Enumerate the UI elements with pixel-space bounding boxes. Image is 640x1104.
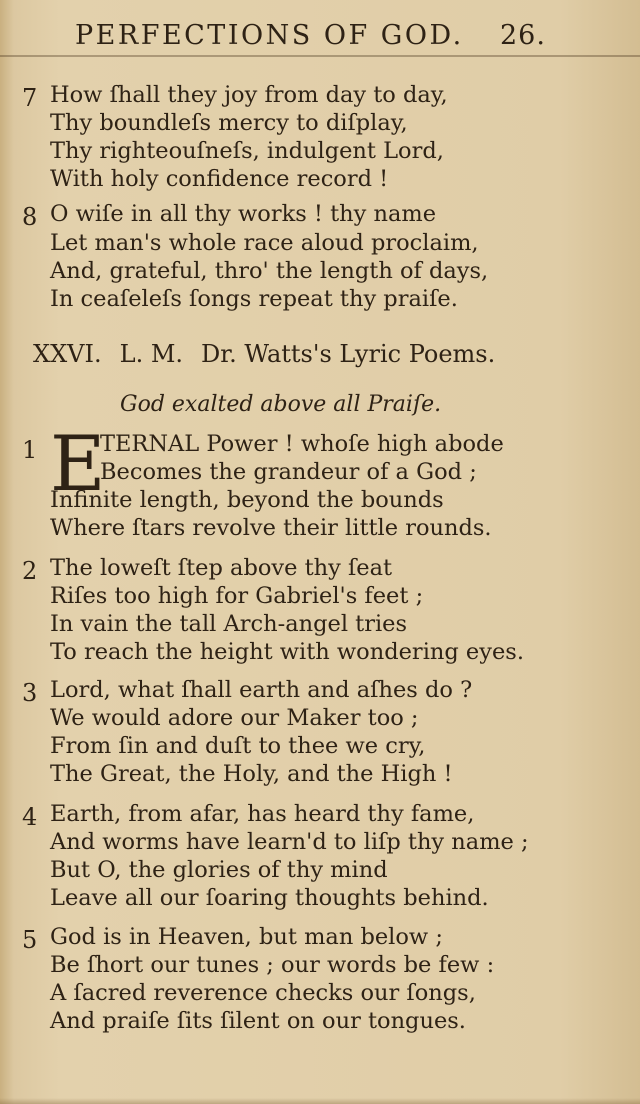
verse-line: Where ſtars revolve their little rounds. [50, 515, 492, 541]
stanza-number: 8 [22, 203, 38, 231]
header-rule [0, 55, 640, 57]
hymn-meter: L. M. [119, 340, 184, 368]
verse-line: Becomes the grandeur of a God ; [100, 459, 477, 485]
stanza-number: 3 [22, 679, 38, 707]
verse-line: Thy righteouſneſs, indulgent Lord, [50, 138, 444, 164]
verse-line: Earth, from afar, has heard thy fame, [50, 801, 475, 827]
verse-line: With holy confidence record ! [50, 166, 389, 192]
verse-line: Be ſhort our tunes ; our words be few : [50, 952, 495, 978]
verse-line: We would adore our Maker too ; [50, 705, 419, 731]
verse-line: Lord, what ſhall earth and aſhes do ? [50, 677, 473, 703]
verse-line: TERNAL Power ! whoſe high abode [100, 431, 504, 457]
verse-line: Infinite length, beyond the bounds [50, 487, 444, 513]
hymn-heading [33, 340, 495, 368]
verse-line: The loweſt ſtep above thy ſeat [50, 555, 393, 581]
running-title: PERFECTIONS OF GOD. [75, 20, 464, 51]
verse-line: God is in Heaven, but man below ; [50, 924, 443, 950]
verse-line: Let man's whole race aloud proclaim, [50, 230, 479, 256]
verse-line: In vain the tall Arch-angel tries [50, 611, 408, 637]
stanza-number: 1 [22, 436, 38, 464]
page-edge [0, 1098, 640, 1104]
verse-line: The Great, the Holy, and the High ! [50, 761, 453, 787]
hymn-numeral: XXVI. [33, 340, 102, 368]
verse-line: And worms have learn'd to liſp thy name ; [50, 829, 529, 855]
verse-line: How ſhall they joy from day to day, [50, 82, 448, 108]
verse-line: A ſacred reverence checks our ſongs, [50, 980, 476, 1006]
verse-line: And praiſe ſits ſilent on our tongues. [50, 1008, 466, 1034]
verse-line: To reach the height with wondering eyes. [50, 639, 524, 665]
verse-line: But O, the glories of thy mind [50, 857, 388, 883]
stanza-number: 4 [22, 803, 38, 831]
verse-line: Riſes too high for Gabriel's feet ; [50, 583, 424, 609]
verse-line: O wiſe in all thy works ! thy name [50, 201, 437, 227]
stanza-number: 7 [22, 84, 38, 112]
stanza-number: 5 [22, 926, 38, 954]
stanza-number: 2 [22, 557, 38, 585]
running-header [0, 18, 640, 58]
drop-cap: E [50, 419, 106, 508]
verse-line: Leave all our ſoaring thoughts behind. [50, 885, 489, 911]
verse-line: In ceaſeleſs ſongs repeat thy praiſe. [50, 286, 458, 312]
verse-line: Thy boundleſs mercy to diſplay, [50, 110, 408, 136]
hymn-subtitle: God exalted above all Praiſe. [120, 392, 442, 417]
verse-line: And, grateful, thro' the length of days, [50, 258, 489, 284]
hymn-source: Dr. Watts's Lyric Poems. [201, 340, 496, 368]
verse-line: From ſin and duſt to thee we cry, [50, 733, 426, 759]
page-number: 26. [500, 20, 546, 51]
